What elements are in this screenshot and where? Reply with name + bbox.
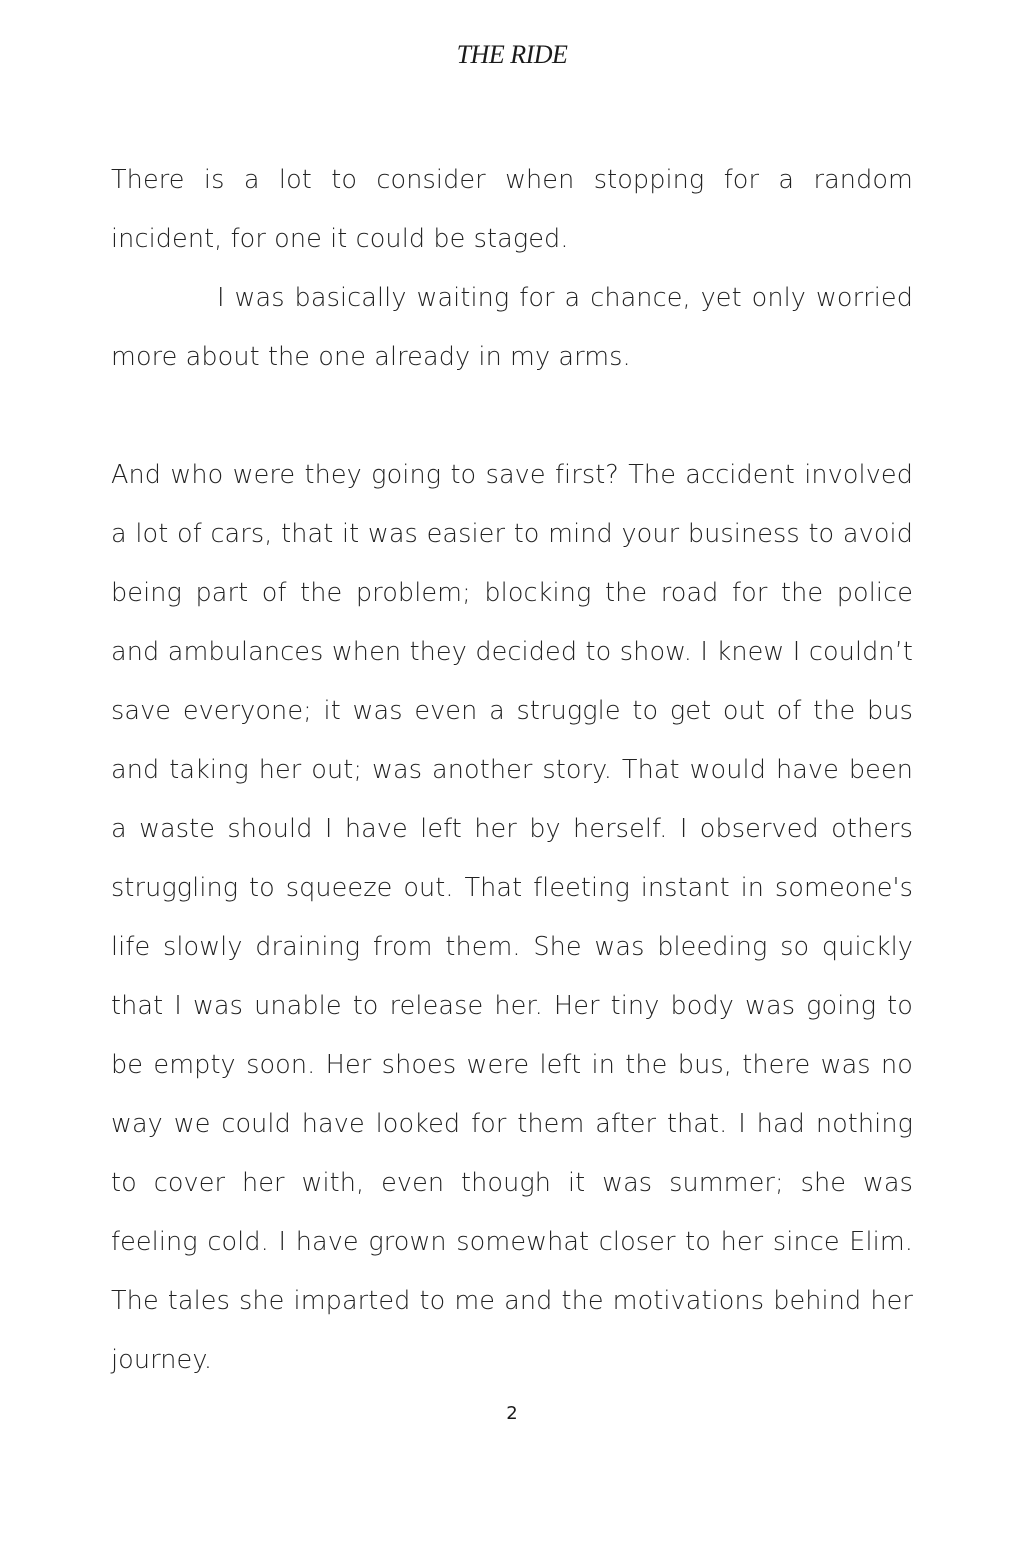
page-number: 2	[506, 1403, 518, 1424]
paragraph-1	[111, 151, 913, 269]
paragraph-2	[111, 269, 913, 387]
paragraph-text: There is a lot to consider when stopping for a random incident, for one it could be staged.	[111, 165, 913, 254]
paragraph-3	[111, 446, 913, 1390]
paragraph-text: And who were they going to save first? The accident involved a lot of cars, that it was easier to mind your business to avoid being part of the problem; blocking the road for the police and ambulances when they decided to show. I knew I couldn’t save everyone; it was even a struggle to get out of the bus and taking her out; was another story. That would have been a waste should I have left her by herself. I observed others struggling to squeeze out. That fleeting instant in someone's life slowly draining from them. She was bleeding so quickly that I was unable to release her. Her tiny body was going to be empty soon. Her shoes were left in the bus, there was no way we could have looked for them after that. I had nothing to cover her with, even though it was summer; she was feeling cold. I have grown somewhat closer to her since Elim. The tales she imparted to me and the motivations behind her journey.	[111, 460, 913, 1375]
running-title: THE RIDE	[456, 40, 568, 69]
paragraph-text: I was basically waiting for a chance, yet only worried more about the one already in my arms.	[111, 283, 913, 372]
